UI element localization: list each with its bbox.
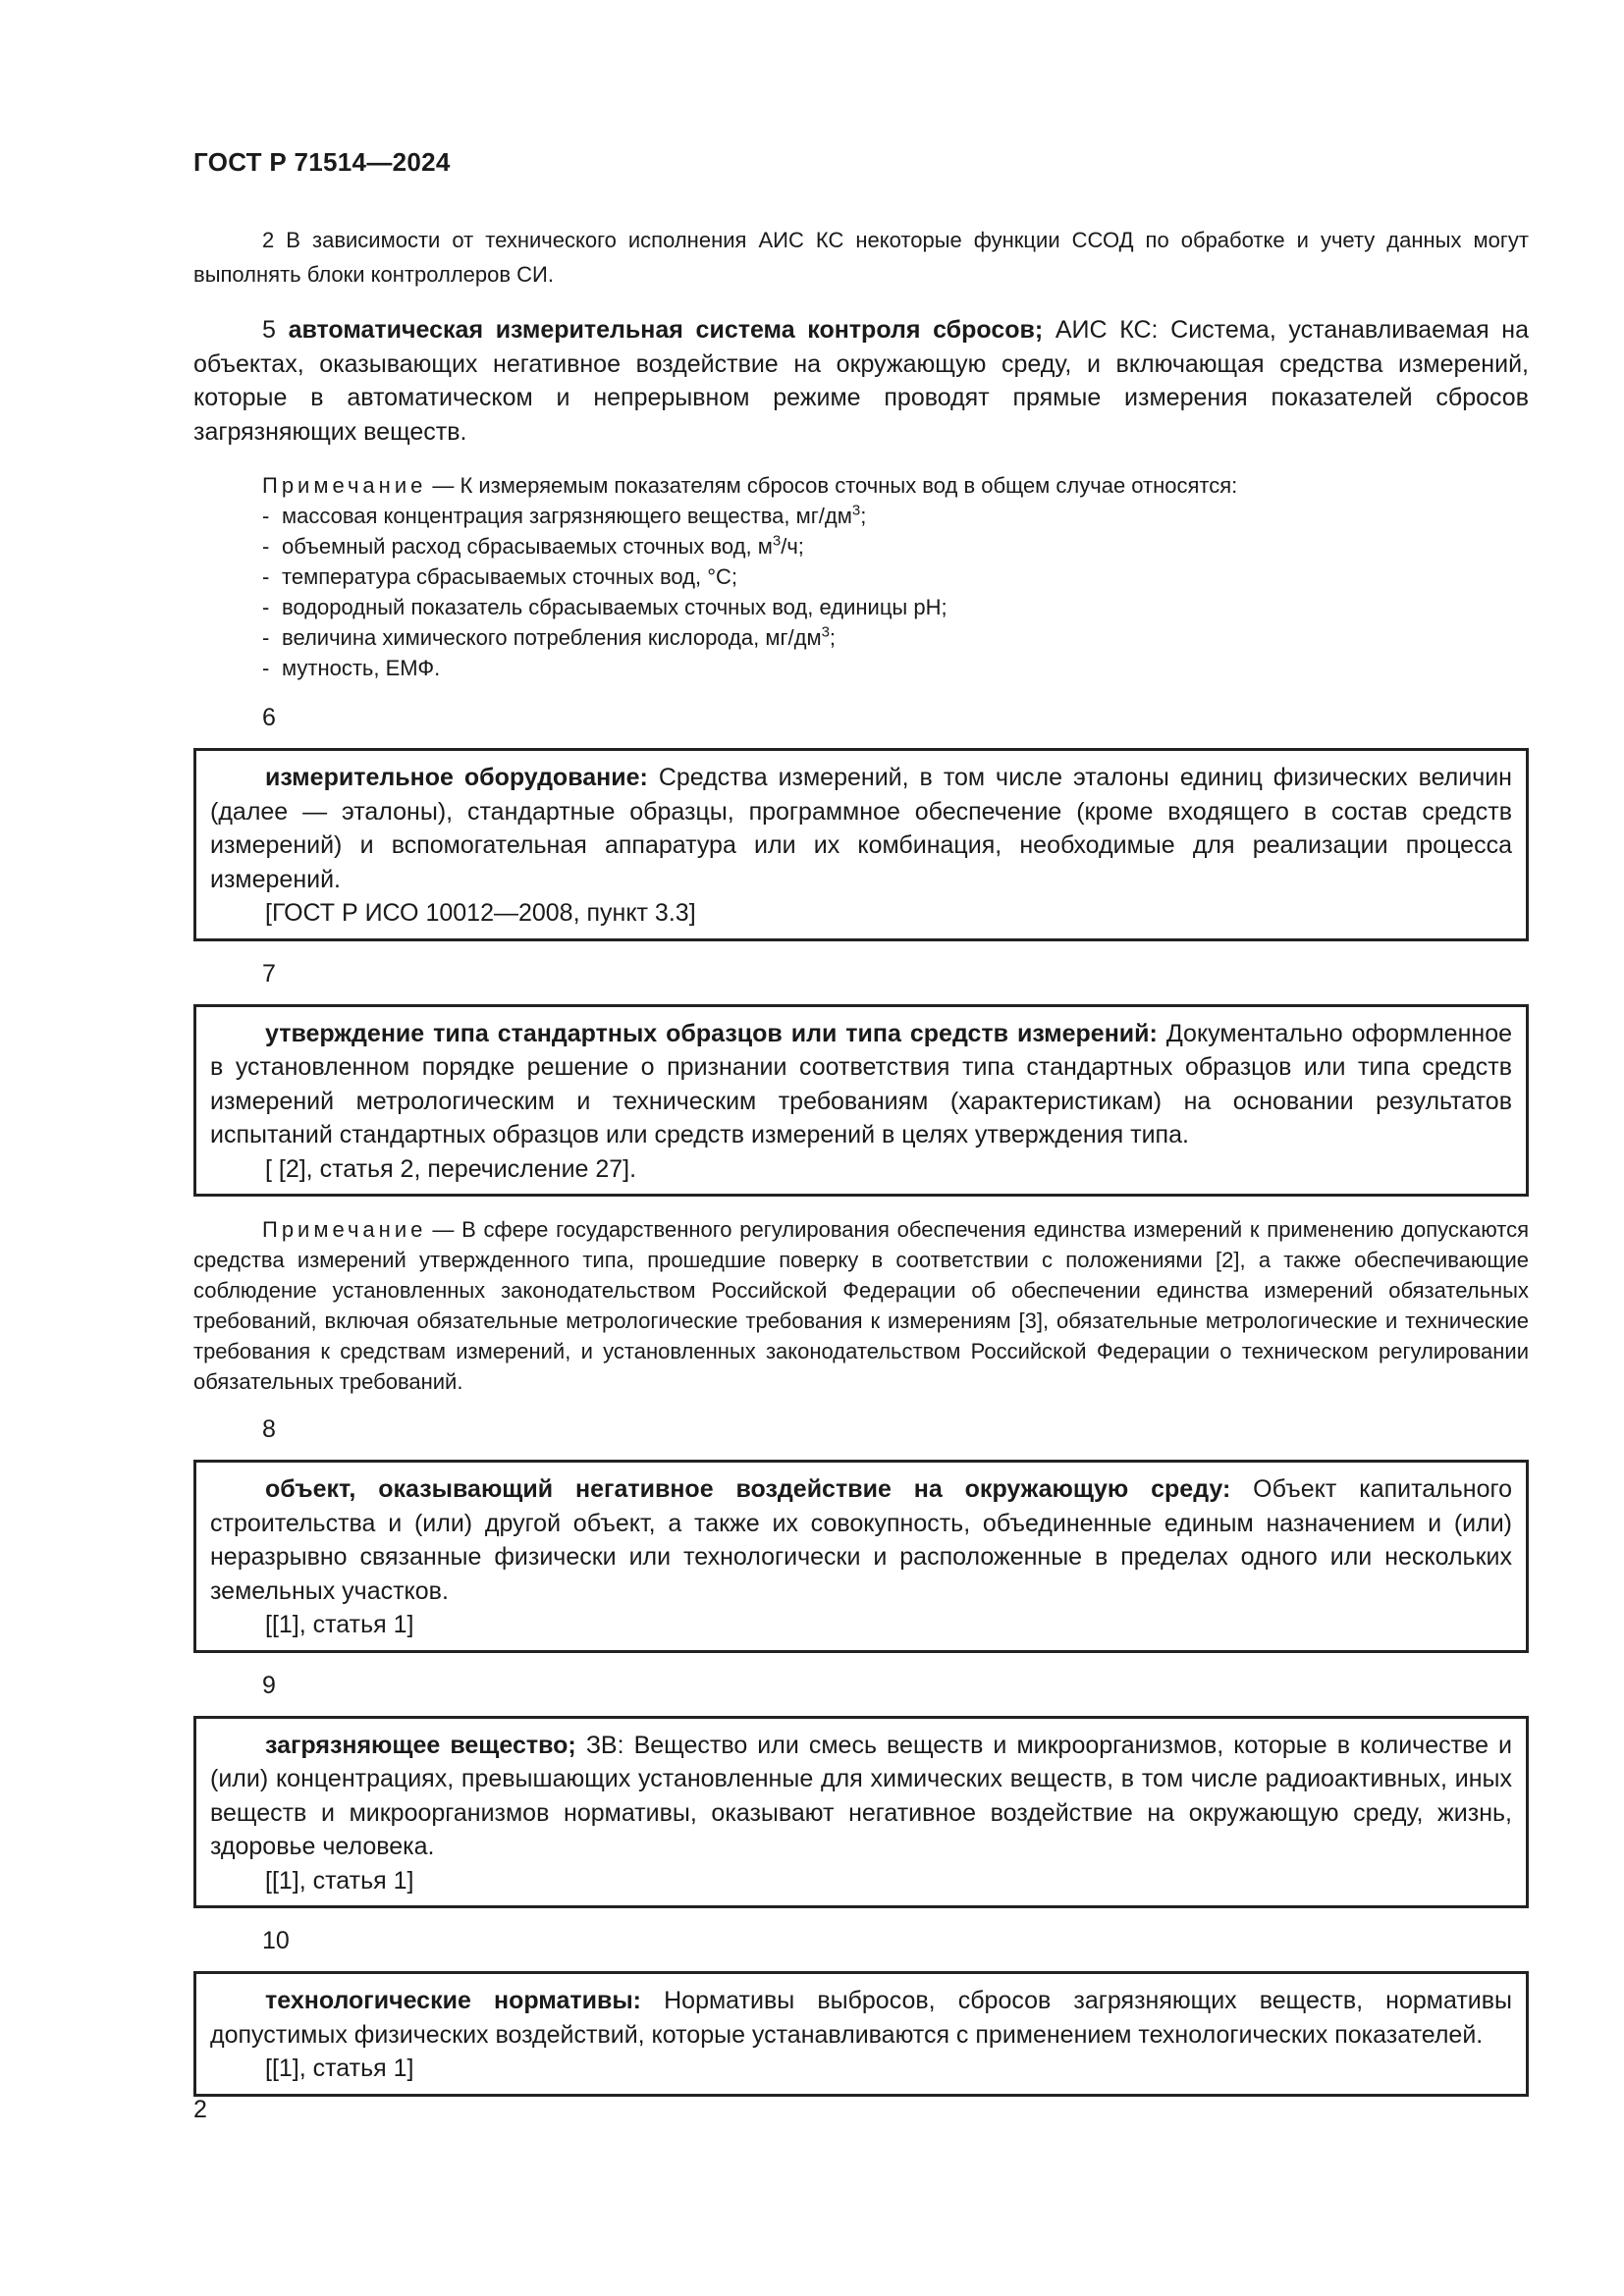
term-6-reference: [ГОСТ Р ИСО 10012—2008, пункт 3.3] xyxy=(265,899,696,927)
term-5 xyxy=(193,313,1529,449)
document-page xyxy=(193,147,1529,2112)
list-item: - водородный показатель сбрасываемых сточных вод, единицы рН; xyxy=(262,592,1529,622)
term-8-text: Объект капитального строительства и (или) другой объект, а также их совокупность, объединенные единым назначением и (или) неразрывно связанные физически или технологически и расположенные в пределах одного или нескольких земельных участков. xyxy=(210,1475,1512,1605)
list-item: - величина химического потребления кислорода, $мг/дм^3$; xyxy=(262,622,1529,653)
list-item: - температура сбрасываемых сточных вод, °С; xyxy=(262,561,1529,592)
term-8-box xyxy=(193,1460,1529,1653)
term-10-reference: [[1], статья 1] xyxy=(265,2055,414,2082)
note-2: 2 В зависимости от технического исполнения АИС КС некоторые функции ССОД по обработке и учету данных могут выполнять блоки контроллеров СИ. xyxy=(193,228,1529,287)
term-5-number: 5 xyxy=(262,316,276,344)
term-6-box xyxy=(193,748,1529,941)
term-10-title: технологические нормативы: xyxy=(265,1987,642,2014)
term-8-number: 8 xyxy=(262,1415,276,1443)
list-item: - мутность, ЕМФ. xyxy=(262,653,1529,683)
term-7-title: утверждение типа стандартных образцов или типа средств измерений: xyxy=(265,1019,1158,1047)
list-item: - массовая концентрация загрязняющего вещества, $мг/дм^3$; xyxy=(262,501,1529,531)
term-6-title: измерительное оборудование: xyxy=(265,764,648,791)
term-10-text: Нормативы выбросов, сбросов загрязняющих веществ, нормативы допустимых физических воздействий, которые устанавливаются с применением технологических показателей. xyxy=(210,1987,1512,2049)
term-9-reference: [[1], статья 1] xyxy=(265,1866,414,1895)
note-label: Примечание xyxy=(262,473,427,498)
term-7-box xyxy=(193,1004,1529,1198)
note-text: — В сфере государственного регулирования обеспечения единства измерений к применению допускаются средства измерений утвержденного типа, прошедшие поверку в соответствии с положениями [2], а также обеспечивающие соблюдение установленных законодательством Российской Федерации об обеспечении единства измерений обязательных требований, включая обязательные метрологические требования к измерениям [3], обязательные метрологические и технические требования к средствам измерений, и установленных законодательством Российской Федерации о техническом регулировании обязательных требований. xyxy=(193,1217,1529,1394)
page-number: 2 xyxy=(193,2096,207,2123)
list-item: - объемный расход сбрасываемых сточных вод, $м^3/ч$; xyxy=(262,531,1529,561)
term-9-title: загрязняющее вещество; xyxy=(265,1731,576,1759)
term-5-title: автоматическая измерительная система контроля сбросов; xyxy=(288,316,1044,344)
term-9-text: ЗВ: Вещество или смесь веществ и микроорганизмов, которые в количестве и (или) концентрациях, превышающих установленные для химических веществ, в том числе радиоактивных, иных веществ и микроорганизмов нормативы, оказывают негативное воздействие на окружающую среду, жизнь, здоровье человека. xyxy=(210,1731,1512,1860)
note-term-7 xyxy=(193,1214,1529,1397)
term-8-reference: [[1], статья 1] xyxy=(265,1611,414,1638)
measured-parameters-list xyxy=(262,501,1529,683)
note-term-5 xyxy=(193,470,1529,501)
note-label: Примечание xyxy=(262,1217,427,1242)
term-6-number: 6 xyxy=(262,704,276,731)
term-6-text: Средства измерений, в том числе эталоны единиц физических величин (далее — эталоны), стандартные образцы, программное обеспечение (кроме входящего в состав средств измерений) и вспомогательная аппаратура или их комбинация, необходимые для реализации процесса измерений. xyxy=(210,764,1512,893)
term-9-box xyxy=(193,1716,1529,1909)
term-8-title: объект, оказывающий негативное воздействие на окружающую среду: xyxy=(265,1475,1231,1503)
document-header: ГОСТ Р 71514—2024 xyxy=(193,147,451,177)
term-7-reference: [ [2], статья 2, перечисление 27]. xyxy=(265,1154,637,1183)
term-9-number: 9 xyxy=(262,1671,276,1699)
term-5-text: АИС КС: Система, устанавливаемая на объектах, оказывающих негативное воздействие на окружающую среду, и включающая средства измерений, которые в автоматическом и непрерывном режиме проводят прямые измерения показателей сбросов загрязняющих веществ. xyxy=(193,316,1529,446)
term-10-box xyxy=(193,1971,1529,2097)
term-7-number: 7 xyxy=(262,959,276,988)
note-text: — К измеряемым показателям сбросов сточных вод в общем случае относятся: xyxy=(432,473,1238,498)
term-10-number: 10 xyxy=(262,1927,290,1954)
term-7-text: Документально оформленное в установленном порядке решение о признании соответствия типа стандартных образцов или типа средств измерений метрологическим и техническим требованиям (характеристикам) на основании результатов испытаний стандартных образцов или средств измерений в целях утверждения типа. xyxy=(210,1019,1513,1148)
